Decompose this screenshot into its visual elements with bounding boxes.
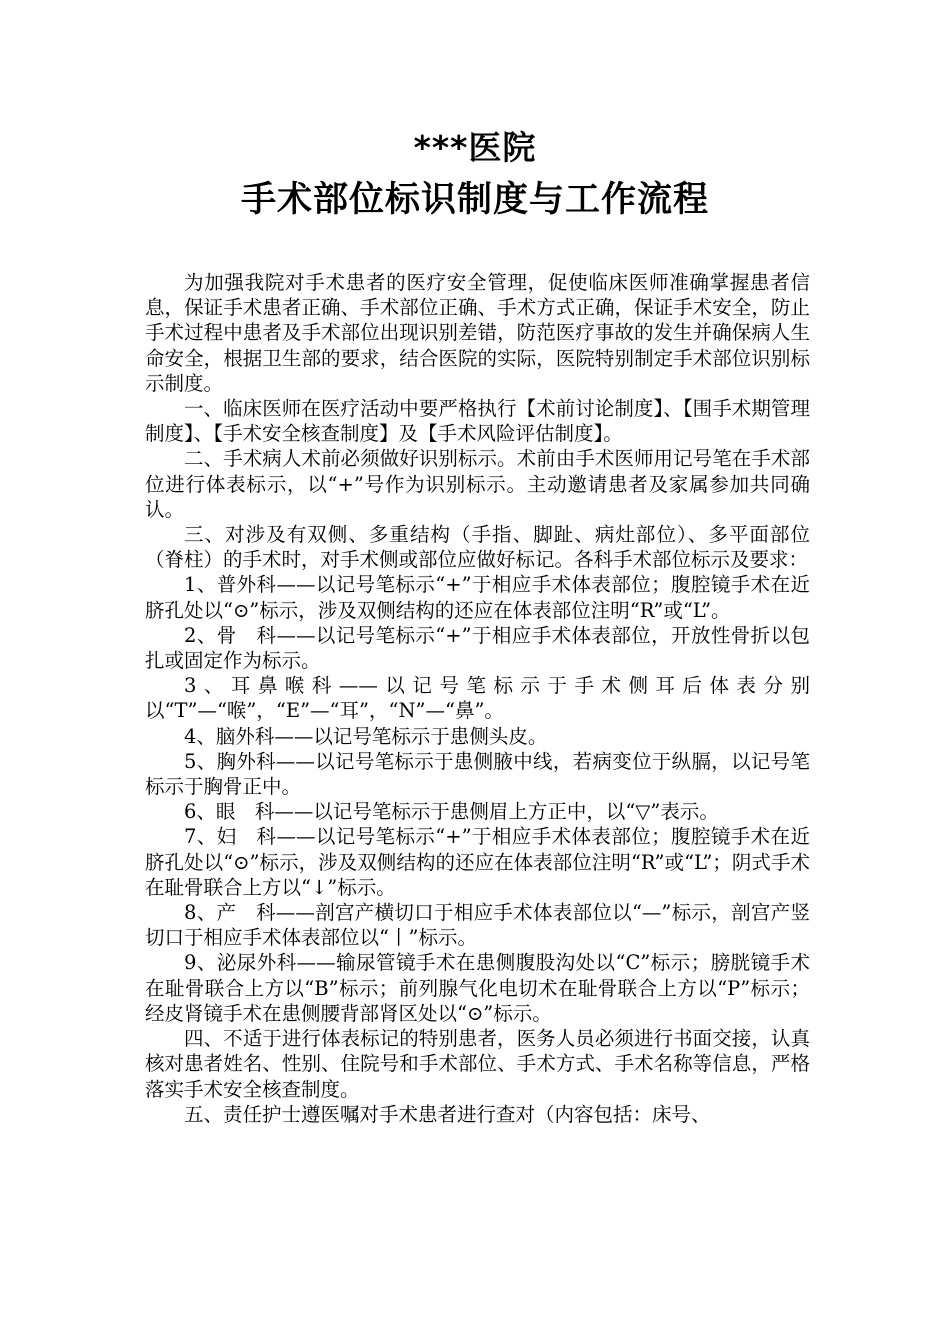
item-urology: 9、泌尿外科——输尿管镜手术在患侧腹股沟处以“C”标示；膀胱镜手术在耻骨联合上方以“B”标示；前列腺气化电切术在耻骨联合上方以“P”标示；经皮肾镜手术在患侧腰背部肾区处以“⊙”标示。	[145, 951, 810, 1025]
section-3-paragraph: 三、对涉及有双侧、多重结构（手指、脚趾、病灶部位）、多平面部位（脊柱）的手术时，对手术侧或部位应做好标记。各科手术部位标示及要求：	[145, 523, 810, 572]
section-1-paragraph: 一、临床医师在医疗活动中要严格执行【术前讨论制度】、【围手术期管理制度】、【手术安全核查制度】及【手术风险评估制度】。	[145, 397, 810, 446]
section-4-paragraph: 四、不适于进行体表标记的特别患者，医务人员必须进行书面交接，认真核对患者姓名、性别、住院号和手术部位、手术方式、手术名称等信息，严格落实手术安全核查制度。	[145, 1027, 810, 1101]
document-title: 手术部位标识制度与工作流程	[240, 180, 709, 220]
document-body	[145, 270, 810, 1127]
item-obstetrics: 8、产 科——剖宫产横切口于相应手术体表部位以“—”标示，剖宫产竖切口于相应手术体表部位以“丨”标示。	[145, 901, 810, 950]
item-gynecology: 7、妇 科——以记号笔标示“+”于相应手术体表部位；腹腔镜手术在近脐孔处以“⊙”标示，涉及双侧结构的还应在体表部位注明“R”或“L”；阴式手术在耻骨联合上方以“↓”标示。	[145, 825, 810, 899]
item-ent: 3、耳鼻喉科——以记号笔标示于手术侧耳后体表分别以“T”—“喉”，“E”—“耳”，“N”—“鼻”。	[145, 674, 810, 723]
item-ophthalmology: 6、眼 科——以记号笔标示于患侧眉上方正中，以“▽”表示。	[184, 800, 719, 824]
hospital-name-title: ***医院	[413, 128, 537, 167]
item-neurosurgery: 4、脑外科——以记号笔标示于患侧头皮。	[184, 724, 548, 748]
item-general-surgery: 1、普外科——以记号笔标示“+”于相应手术体表部位；腹腔镜手术在近脐孔处以“⊙”标示，涉及双侧结构的还应在体表部位注明“R”或“L”。	[145, 573, 810, 622]
item-thoracic-surgery: 5、胸外科——以记号笔标示于患侧腋中线，若病变位于纵膈，以记号笔标示于胸骨正中。	[145, 749, 810, 799]
item-orthopedics: 2、骨 科——以记号笔标示“+”于相应手术体表部位，开放性骨折以包扎或固定作为标示。	[145, 623, 810, 673]
section-5-paragraph: 五、责任护士遵医嘱对手术患者进行查对（内容包括：床号、	[184, 1102, 711, 1126]
section-2-paragraph: 二、手术病人术前必须做好识别标示。术前由手术医师用记号笔在手术部位进行体表标示，以“+”号作为识别标示。主动邀请患者及家属参加共同确认。	[145, 447, 810, 521]
intro-paragraph: 为加强我院对手术患者的医疗安全管理，促使临床医师准确掌握患者信息，保证手术患者正确、手术部位正确、手术方式正确，保证手术安全，防止手术过程中患者及手术部位出现识别差错，防范医疗事故的发生并确保病人生命安全，根据卫生部的要求，结合医院的实际，医院特别制定手术部位识别标示制度。	[145, 271, 810, 395]
